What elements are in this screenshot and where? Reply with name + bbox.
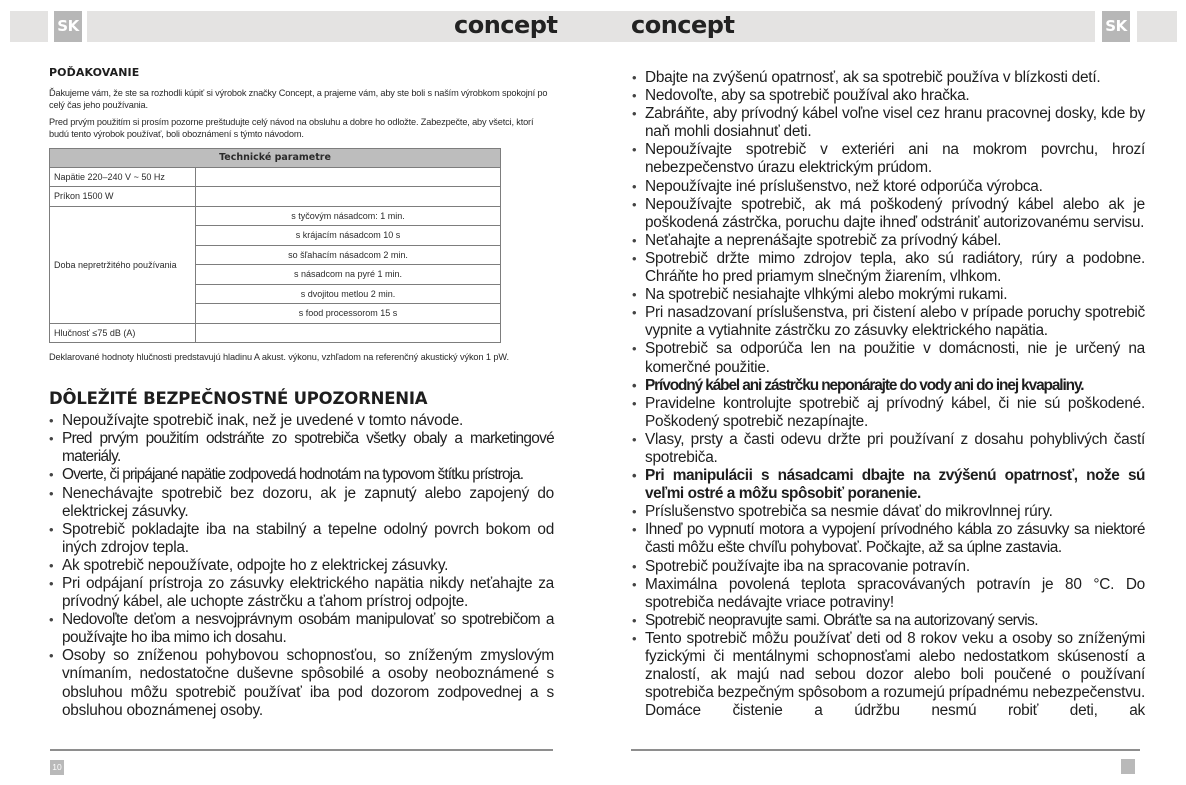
list-item: • Nepoužívajte spotrebič inak, než je uvedené v tomto návode. (49, 412, 554, 430)
list-item: • Spotrebič držte mimo zdrojov tepla, ako sú radiátory, rúry a podobne. Chráňte ho pred priamym slnečným žiarením, vlhkom. (632, 250, 1145, 286)
list-item: • Nepoužívajte iné príslušenstvo, než ktoré odporúča výrobca. (632, 178, 1145, 196)
power-cell: Príkon 1500 W (50, 187, 196, 207)
list-item: • Vlasy, prsty a časti odevu držte pri používaní z dosahu pohyblivých častí spotrebiča. (632, 431, 1145, 467)
duration-label-cell: Doba nepretržitého používania (50, 206, 196, 323)
table-row (50, 206, 501, 226)
list-item: • Pri nasadzovaní príslušenstva, pri čistení alebo v prípade poruchy spotrebič vypnite a vytiahnite zástrčku zo zásuvky elektrického napätia. (632, 304, 1145, 340)
list-item: • Dbajte na zvýšenú opatrnosť, ak sa spotrebič používa v blízkosti detí. (632, 69, 1145, 87)
list-item: • Nedovoľte deťom a nesvojprávnym osobám manipulovať so spotrebičom a používajte ho iba mimo ich dosahu. (49, 611, 554, 647)
list-item: • Pred prvým použitím odstráňte zo spotrebiča všetky obaly a marketingové materiály. (49, 430, 554, 466)
list-item: • Spotrebič neopravujte sami. Obráťte sa na autorizovaný servis. (632, 612, 1145, 630)
list-item-bold: • Prívodný kábel ani zástrčku neponárajte do vody ani do inej kvapaliny. (632, 377, 1145, 395)
noise-cell: Hlučnosť ≤75 dB (A) (50, 323, 196, 343)
page-number-right (1121, 759, 1135, 774)
list-item: • Tento spotrebič môžu používať deti od 8 rokov veku a osoby so zníženými fyzickými či mentálnymi schopnosťami alebo nedostatkom skúseností a znalostí, ak majú nad sebou dozor alebo boli poučené o používaní spotrebiča bezpečným spôsobom a rozumejú prípadnému nebezpečenstvu. Domáce čistenie a údržbu nesmú robiť deti, ak (632, 630, 1145, 720)
table-row (50, 167, 501, 187)
duration-value: s food processorom 15 s (196, 304, 501, 324)
language-badge-right: SK (1102, 11, 1130, 42)
list-item: • Nepoužívajte spotrebič, ak má poškodený prívodný kábel alebo ak je poškodená zástrčka, poruchu dajte ihneď odstrániť autorizovanému servisu. (632, 196, 1145, 232)
safety-heading: DÔLEŽITÉ BEZPEČNOSTNÉ UPOZORNENIA (49, 389, 428, 409)
list-item: • Na spotrebič nesiahajte vlhkými alebo mokrými rukami. (632, 286, 1145, 304)
list-item: • Nenechávajte spotrebič bez dozoru, ak je zapnutý alebo zapojený do elektrickej zásuvky. (49, 485, 554, 521)
page-number-left: 10 (50, 760, 64, 775)
safety-list-left (49, 412, 554, 720)
list-item-bold: • Pri manipulácii s násadcami dbajte na zvýšenú opatrnosť, nože sú veľmi ostré a môžu spôsobiť poranenie. (632, 467, 1145, 503)
thanks-paragraph: Ďakujeme vám, že ste sa rozhodli kúpiť si výrobok značky Concept, a prajeme vám, aby ste boli s naším výrobkom spokojní po celý čas jeho používania. (49, 88, 548, 111)
voltage-cell: Napätie 220–240 V ~ 50 Hz (50, 167, 196, 187)
list-item: • Nedovoľte, aby sa spotrebič používal ako hračka. (632, 87, 1145, 105)
list-item: • Neťahajte a neprenášajte spotrebič za prívodný kábel. (632, 232, 1145, 250)
table-row (50, 187, 501, 207)
list-item: • Nepoužívajte spotrebič v exteriéri ani na mokrom povrchu, hrozí nebezpečenstvo úrazu elektrickým prúdom. (632, 141, 1145, 177)
noise-note: Deklarované hodnoty hlučnosti predstavujú hladinu A akust. výkonu, vzhľadom na referenčný akustický výkon 1 pW. (49, 352, 509, 363)
brand-logo-right: concept (631, 11, 735, 39)
list-item: • Spotrebič sa odporúča len na použitie v domácnosti, nie je určený na komerčné použitie. (632, 340, 1145, 376)
list-item: • Pravidelne kontrolujte spotrebič aj prívodný kábel, či nie sú poškodené. Poškodený spotrebič nezapínajte. (632, 395, 1145, 431)
duration-value: s dvojitou metlou 2 min. (196, 284, 501, 304)
duration-value: s tyčovým násadcom: 1 min. (196, 206, 501, 226)
table-title: Technické parametre (50, 148, 501, 167)
safety-list-right (632, 69, 1145, 720)
duration-value: so šľahacím násadcom 2 min. (196, 245, 501, 265)
duration-value: s násadcom na pyré 1 min. (196, 265, 501, 285)
right-page (632, 69, 1145, 720)
brand-logo-left: concept (454, 11, 558, 39)
list-item: • Spotrebič používajte iba na spracovanie potravín. (632, 558, 1145, 576)
list-item: • Osoby so zníženou pohybovou schopnosťou, so zníženým zmyslovým vnímaním, nedostatočne duševne spôsobilé a osoby neoboznámené s obsluhou môžu spotrebič používať iba pod dozorom zodpovednej a s obsluhou oboznámenej osoby. (49, 647, 554, 719)
list-item: • Zabráňte, aby prívodný kábel voľne visel cez hranu pracovnej dosky, kde by naň mohli dosiahnuť deti. (632, 105, 1145, 141)
header-bar-left-edge (10, 11, 48, 42)
left-page (49, 66, 554, 720)
thanks-heading: POĎAKOVANIE (49, 66, 140, 79)
duration-value: s krájacím násadcom 10 s (196, 226, 501, 246)
technical-parameters-table (49, 148, 501, 344)
thanks-paragraph: Pred prvým použitím si prosím pozorne preštudujte celý návod na obsluhu a dobre ho odložte. Zabezpečte, aby všetci, ktorí budú tento výrobok používať, boli oboznámení s týmto návodom. (49, 116, 534, 140)
list-item: • Overte, či pripájané napätie zodpovedá hodnotám na typovom štítku prístroja. (49, 466, 554, 484)
list-item: • Spotrebič pokladajte iba na stabilný a tepelne odolný povrch bokom od iných zdrojov tepla. (49, 521, 554, 557)
list-item: • Pri odpájaní prístroja zo zásuvky elektrického napätia nikdy neťahajte za prívodný kábel, ale uchopte zástrčku a ťahom prístroj odpojte. (49, 575, 554, 611)
header-bar-right-edge (1137, 11, 1177, 42)
table-row (50, 323, 501, 343)
footer-rule-left (50, 749, 553, 751)
list-item: • Príslušenstvo spotrebiča sa nesmie dávať do mikrovlnnej rúry. (632, 503, 1145, 521)
list-item: • Maximálna povolená teplota spracovávaných potravín je 80 °C. Do spotrebiča nedávajte vriace potraviny! (632, 576, 1145, 612)
language-badge-left: SK (54, 11, 82, 42)
list-item: • Ak spotrebič nepoužívate, odpojte ho z elektrickej zásuvky. (49, 557, 554, 575)
list-item: • Ihneď po vypnutí motora a vypojení prívodného kábla zo zásuvky sa niektoré časti môžu ešte chvíľu pohybovať. Počkajte, až sa úplne zastavia. (632, 521, 1145, 557)
footer-rule-right (631, 749, 1140, 751)
